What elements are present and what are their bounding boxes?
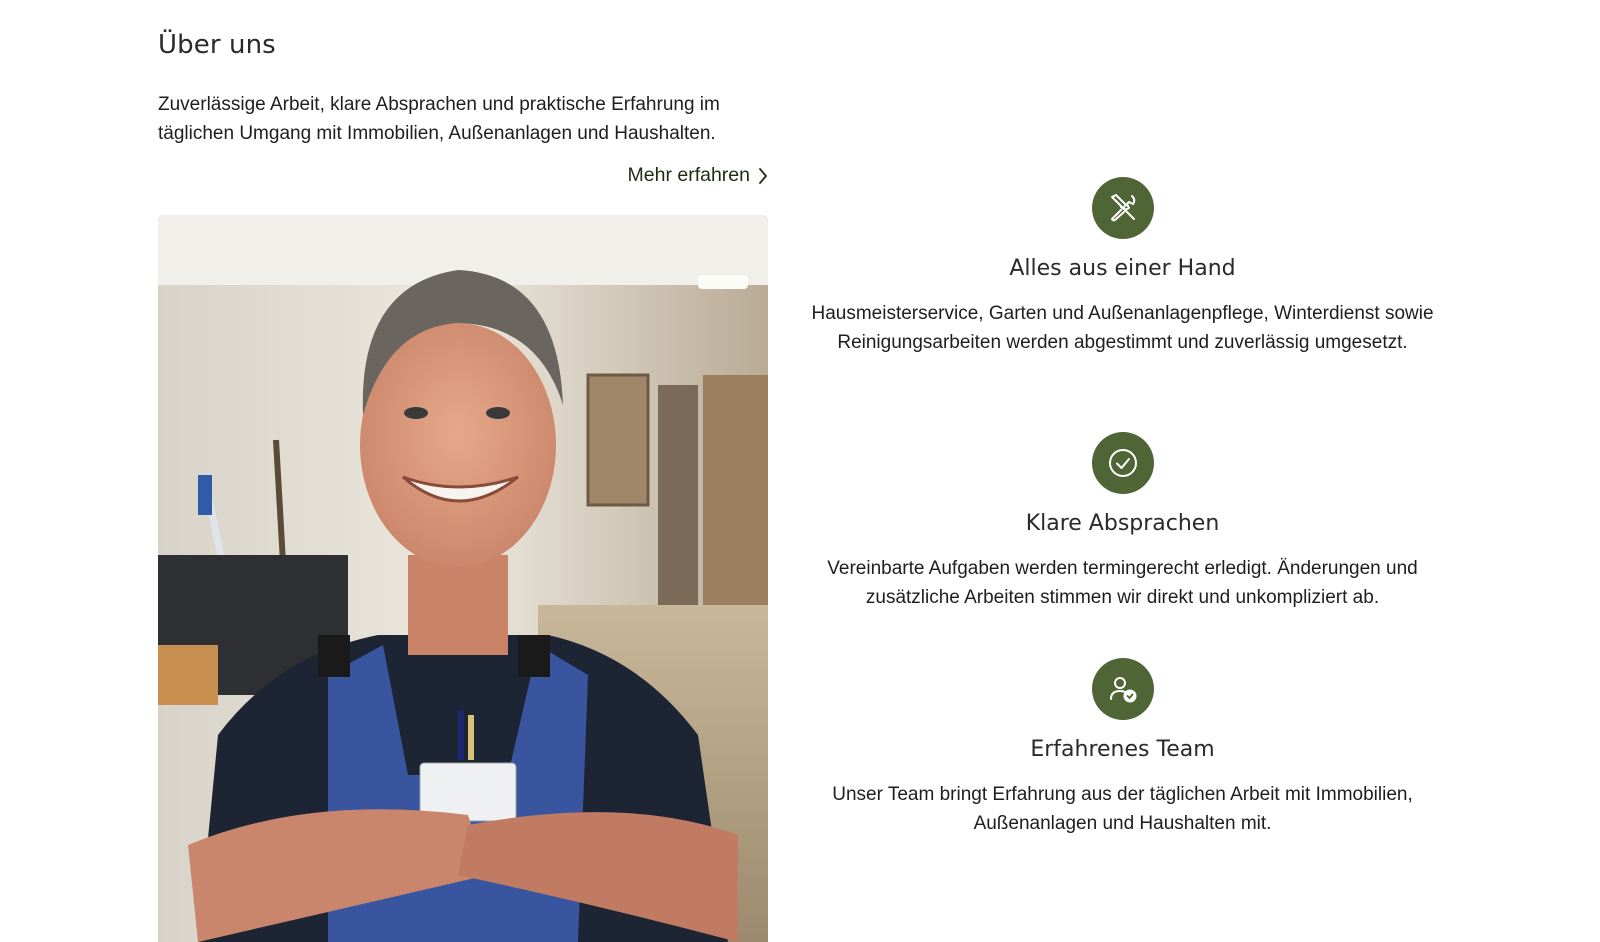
worker-portrait-photo — [158, 215, 768, 942]
feature-text: Vereinbarte Aufgaben werden termingerecht erledigt. Änderungen und zusätzliche Arbeiten stimmen wir direkt und unkompliziert ab. — [827, 558, 1418, 608]
feature-item — [810, 658, 1435, 838]
feature-title: Erfahrenes Team — [1030, 737, 1215, 762]
feature-item — [810, 432, 1435, 612]
check-circle-icon — [1092, 432, 1154, 494]
more-link[interactable] — [628, 164, 768, 187]
intro-text: Zuverlässige Arbeit, klare Absprachen und praktische Erfahrung im täglichen Umgang mit Immobilien, Außenanlagen und Haushalten. — [158, 94, 720, 144]
feature-text: Unser Team bringt Erfahrung aus der täglichen Arbeit mit Immobilien, Außenanlagen und Haushalten mit. — [832, 784, 1413, 834]
feature-item — [810, 177, 1435, 357]
more-link-label: Mehr erfahren — [627, 164, 750, 186]
chevron-right-icon — [758, 167, 768, 185]
feature-text: Hausmeisterservice, Garten und Außenanlagenpflege, Winterdienst sowie Reinigungsarbeiten werden abgestimmt und zuverlässig umgesetzt. — [811, 303, 1434, 353]
user-check-icon — [1092, 658, 1154, 720]
section-title: Über uns — [158, 30, 276, 60]
feature-title: Alles aus einer Hand — [1009, 256, 1236, 281]
tools-icon — [1092, 177, 1154, 239]
feature-title: Klare Absprachen — [1025, 511, 1220, 536]
